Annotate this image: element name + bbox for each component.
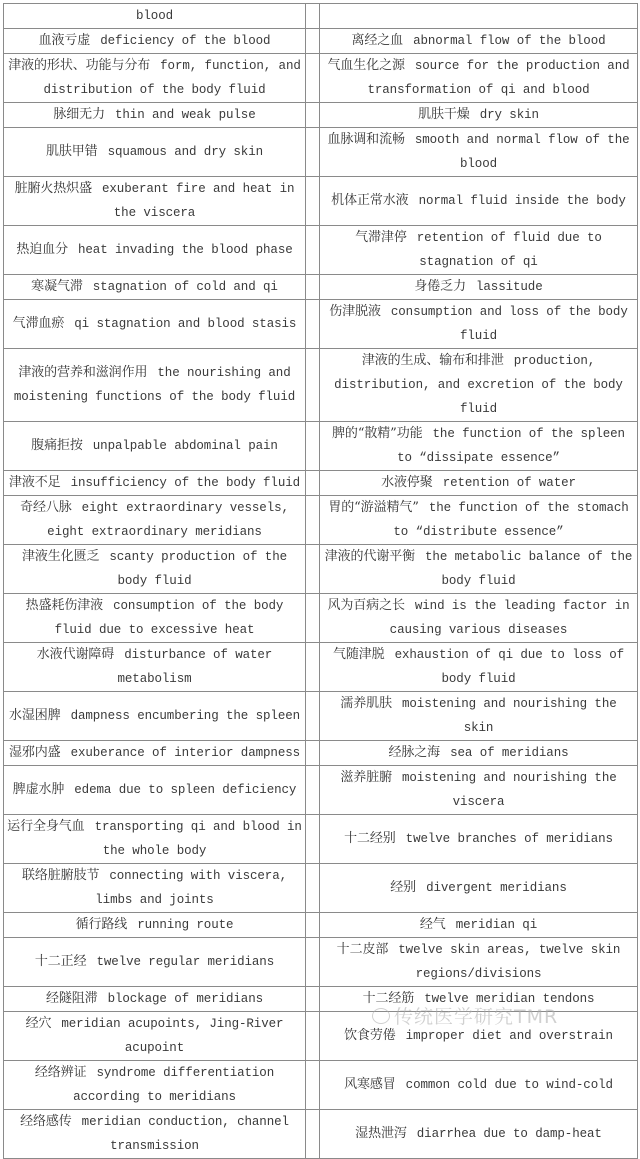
table-row xyxy=(4,226,638,275)
english-translation: wind is the leading factor in causing various diseases xyxy=(389,599,630,637)
term-cell-right xyxy=(320,422,638,471)
table-row xyxy=(4,643,638,692)
english-translation: thin and weak pulse xyxy=(114,108,256,122)
english-translation: edema due to spleen deficiency xyxy=(74,783,297,797)
term-cell-left xyxy=(4,594,306,643)
chinese-term: 十二正经 xyxy=(34,954,87,969)
table-row xyxy=(4,545,638,594)
term-cell-right xyxy=(320,1110,638,1159)
chinese-term: 风寒感冒 xyxy=(344,1077,396,1092)
chinese-term: 气随津脱 xyxy=(332,647,385,662)
column-separator xyxy=(306,643,320,692)
english-translation: the function of the stomach to “distribute essence” xyxy=(393,501,629,539)
english-translation: blockage of meridians xyxy=(107,992,264,1006)
term-cell-right xyxy=(320,741,638,766)
table-row xyxy=(4,349,638,422)
chinese-term: 循行路线 xyxy=(75,917,128,932)
table-row xyxy=(4,1110,638,1159)
term-cell-left xyxy=(4,1110,306,1159)
chinese-term: 津液不足 xyxy=(8,475,61,490)
english-translation: twelve regular meridians xyxy=(96,955,275,969)
chinese-term: 腹痛拒按 xyxy=(31,438,83,453)
table-row xyxy=(4,1061,638,1110)
column-separator xyxy=(306,300,320,349)
term-cell-left xyxy=(4,349,306,422)
column-separator xyxy=(306,422,320,471)
column-separator xyxy=(306,545,320,594)
english-translation: twelve branches of meridians xyxy=(405,832,613,846)
table-row xyxy=(4,29,638,54)
table-row xyxy=(4,1012,638,1061)
english-translation: exuberance of interior dampness xyxy=(70,746,301,760)
chinese-term: 津液的营养和滋润作用 xyxy=(18,365,148,380)
english-translation: the nourishing and moistening functions of the body fluid xyxy=(13,366,296,404)
english-translation: sea of meridians xyxy=(450,746,569,760)
table-row xyxy=(4,864,638,913)
term-cell-left xyxy=(4,29,306,54)
chinese-term: 胃的“游溢精气” xyxy=(328,500,419,515)
english-translation: moistening and nourishing the viscera xyxy=(401,771,617,809)
chinese-term: 十二经别 xyxy=(344,831,396,846)
term-cell-left xyxy=(4,741,306,766)
term-cell-right xyxy=(320,54,638,103)
table-row xyxy=(4,692,638,741)
chinese-term: 津液生化匮乏 xyxy=(21,549,100,564)
term-cell-left xyxy=(4,766,306,815)
english-translation: retention of fluid due to stagnation of qi xyxy=(416,231,602,269)
english-translation: divergent meridians xyxy=(426,881,567,895)
chinese-term: 濡养肌肤 xyxy=(340,696,392,711)
table-row xyxy=(4,422,638,471)
english-translation: connecting with viscera, limbs and joints xyxy=(95,869,288,907)
column-separator xyxy=(306,103,320,128)
term-cell-left xyxy=(4,643,306,692)
chinese-term: 气滞血瘀 xyxy=(12,316,65,331)
english-translation: exuberant fire and heat in the viscera xyxy=(101,182,295,220)
english-translation: improper diet and overstrain xyxy=(405,1029,613,1043)
column-separator xyxy=(306,692,320,741)
term-cell-left xyxy=(4,128,306,177)
term-cell-right xyxy=(320,29,638,54)
term-cell-right xyxy=(320,815,638,864)
term-cell-left xyxy=(4,1061,306,1110)
table-row xyxy=(4,913,638,938)
english-translation: blood xyxy=(135,9,173,23)
english-translation: common cold due to wind-cold xyxy=(405,1078,613,1092)
column-separator xyxy=(306,766,320,815)
table-row xyxy=(4,766,638,815)
english-translation: eight extraordinary vessels, eight extraordinary meridians xyxy=(47,501,289,539)
chinese-term: 经穴 xyxy=(25,1016,52,1031)
chinese-term: 滋养脏腑 xyxy=(340,770,392,785)
chinese-term: 身倦乏力 xyxy=(414,279,466,294)
term-cell-right xyxy=(320,1012,638,1061)
english-translation: moistening and nourishing the skin xyxy=(401,697,617,735)
english-translation: qi stagnation and blood stasis xyxy=(74,317,297,331)
column-separator xyxy=(306,496,320,545)
term-cell-right xyxy=(320,128,638,177)
chinese-term: 寒凝气滞 xyxy=(31,279,83,294)
term-cell-right xyxy=(320,643,638,692)
term-cell-right xyxy=(320,1061,638,1110)
term-cell-left xyxy=(4,4,306,29)
term-cell-left xyxy=(4,226,306,275)
column-separator xyxy=(306,349,320,422)
english-translation: squamous and dry skin xyxy=(107,145,264,159)
english-translation: dry skin xyxy=(479,108,539,122)
column-separator xyxy=(306,741,320,766)
chinese-term: 脉细无力 xyxy=(53,107,105,122)
table-row xyxy=(4,594,638,643)
term-cell-left xyxy=(4,913,306,938)
term-cell-left xyxy=(4,692,306,741)
table-row xyxy=(4,741,638,766)
column-separator xyxy=(306,128,320,177)
english-translation: deficiency of the blood xyxy=(100,34,271,48)
chinese-term: 湿邪内盛 xyxy=(8,745,61,760)
english-translation: scanty production of the body fluid xyxy=(109,550,288,588)
column-separator xyxy=(306,1061,320,1110)
table-row xyxy=(4,177,638,226)
term-cell-left xyxy=(4,938,306,987)
table-row xyxy=(4,300,638,349)
chinese-term: 伤津脱液 xyxy=(329,304,381,319)
term-cell-right xyxy=(320,987,638,1012)
chinese-term: 十二经筋 xyxy=(362,991,415,1006)
term-cell-left xyxy=(4,987,306,1012)
english-translation: the function of the spleen to “dissipate essence” xyxy=(397,427,625,465)
table-row xyxy=(4,815,638,864)
chinese-term: 经脉之海 xyxy=(388,745,441,760)
table-row xyxy=(4,275,638,300)
chinese-term: 运行全身气血 xyxy=(7,819,85,834)
english-translation: abnormal flow of the blood xyxy=(413,34,606,48)
english-translation: meridian conduction, channel transmission xyxy=(81,1115,289,1153)
column-separator xyxy=(306,864,320,913)
english-translation: unpalpable abdominal pain xyxy=(92,439,278,453)
term-cell-right xyxy=(320,864,638,913)
english-translation: stagnation of cold and qi xyxy=(92,280,278,294)
term-cell-left xyxy=(4,275,306,300)
term-cell-right xyxy=(320,545,638,594)
term-cell-right xyxy=(320,275,638,300)
english-translation: lassitude xyxy=(475,280,543,294)
english-translation: consumption and loss of the body fluid xyxy=(390,305,628,343)
chinese-term: 经别 xyxy=(390,880,417,895)
term-cell-left xyxy=(4,471,306,496)
english-translation: heat invading the blood phase xyxy=(77,243,293,257)
english-translation: meridian qi xyxy=(455,918,538,932)
chinese-term: 经隧阻滞 xyxy=(45,991,98,1006)
chinese-term: 脾的“散精”功能 xyxy=(332,426,423,441)
chinese-term: 血脉调和流畅 xyxy=(327,132,405,147)
term-cell-left xyxy=(4,177,306,226)
term-cell-right xyxy=(320,300,638,349)
chinese-term: 离经之血 xyxy=(351,33,404,48)
chinese-term: 经气 xyxy=(419,917,446,932)
chinese-term: 热迫血分 xyxy=(16,242,68,257)
english-translation: twelve meridian tendons xyxy=(424,992,595,1006)
term-cell-right xyxy=(320,226,638,275)
english-translation: meridian acupoints, Jing-River acupoint xyxy=(61,1017,284,1055)
chinese-term: 气血生化之源 xyxy=(327,58,405,73)
column-separator xyxy=(306,177,320,226)
column-separator xyxy=(306,471,320,496)
column-separator xyxy=(306,1012,320,1061)
chinese-term: 奇经八脉 xyxy=(20,500,72,515)
term-cell-right xyxy=(320,103,638,128)
table-row xyxy=(4,4,638,29)
english-translation: disturbance of water metabolism xyxy=(117,648,273,686)
term-cell-right xyxy=(320,349,638,422)
table-row xyxy=(4,128,638,177)
english-translation: normal fluid inside the body xyxy=(418,194,626,208)
chinese-term: 气滞津停 xyxy=(355,230,407,245)
column-separator xyxy=(306,226,320,275)
column-separator xyxy=(306,987,320,1012)
chinese-term: 脾虚水肿 xyxy=(12,782,65,797)
chinese-term: 热盛耗伤津液 xyxy=(25,598,104,613)
chinese-term: 脏腑火热炽盛 xyxy=(14,181,92,196)
english-translation: the metabolic balance of the body fluid xyxy=(425,550,633,588)
chinese-term: 肌肤甲错 xyxy=(45,144,98,159)
column-separator xyxy=(306,4,320,29)
english-translation: diarrhea due to damp-heat xyxy=(416,1127,602,1141)
column-separator xyxy=(306,938,320,987)
term-cell-right xyxy=(320,692,638,741)
term-cell-right xyxy=(320,594,638,643)
chinese-term: 联络脏腑肢节 xyxy=(21,868,100,883)
english-translation: form, function, and distribution of the body fluid xyxy=(43,59,301,97)
glossary-table xyxy=(3,3,638,1159)
term-cell-left xyxy=(4,1012,306,1061)
term-cell-left xyxy=(4,496,306,545)
term-cell-left xyxy=(4,815,306,864)
chinese-term: 肌肤干燥 xyxy=(418,107,470,122)
english-translation: transporting qi and blood in the whole body xyxy=(94,820,302,858)
term-cell-right xyxy=(320,913,638,938)
term-cell-left xyxy=(4,864,306,913)
glossary-body xyxy=(4,4,638,1159)
english-translation: source for the production and transformation of qi and blood xyxy=(367,59,630,97)
chinese-term: 经络感传 xyxy=(20,1114,72,1129)
table-row xyxy=(4,103,638,128)
column-separator xyxy=(306,913,320,938)
english-translation: dampness encumbering the spleen xyxy=(70,709,301,723)
term-cell-right xyxy=(320,496,638,545)
column-separator xyxy=(306,594,320,643)
column-separator xyxy=(306,275,320,300)
column-separator xyxy=(306,54,320,103)
chinese-term: 十二皮部 xyxy=(336,942,389,957)
chinese-term: 饮食劳倦 xyxy=(344,1028,396,1043)
table-row xyxy=(4,496,638,545)
chinese-term: 水湿困脾 xyxy=(8,708,61,723)
term-cell-right xyxy=(320,766,638,815)
english-translation: twelve skin areas, twelve skin regions/divisions xyxy=(398,943,621,981)
chinese-term: 血液亏虚 xyxy=(38,33,91,48)
column-separator xyxy=(306,29,320,54)
term-cell-right xyxy=(320,471,638,496)
chinese-term: 水液停聚 xyxy=(381,475,433,490)
column-separator xyxy=(306,815,320,864)
term-cell-left xyxy=(4,54,306,103)
chinese-term: 津液的生成、输布和排泄 xyxy=(361,353,504,368)
term-cell-left xyxy=(4,422,306,471)
chinese-term: 湿热泄泻 xyxy=(355,1126,407,1141)
chinese-term: 津液的代谢平衡 xyxy=(324,549,416,564)
term-cell-left xyxy=(4,103,306,128)
chinese-term: 机体正常水液 xyxy=(331,193,409,208)
english-translation: syndrome differentiation according to meridians xyxy=(73,1066,275,1104)
english-translation: retention of water xyxy=(442,476,576,490)
term-cell-left xyxy=(4,545,306,594)
table-row xyxy=(4,471,638,496)
column-separator xyxy=(306,1110,320,1159)
chinese-term: 津液的形状、功能与分布 xyxy=(8,58,151,73)
english-translation: running route xyxy=(137,918,234,932)
chinese-term: 水液代谢障碍 xyxy=(36,647,115,662)
table-row xyxy=(4,54,638,103)
english-translation: smooth and normal flow of the blood xyxy=(414,133,630,171)
term-cell-left xyxy=(4,300,306,349)
english-translation: exhaustion of qi due to loss of body fluid xyxy=(394,648,625,686)
term-cell-right xyxy=(320,177,638,226)
table-row xyxy=(4,987,638,1012)
table-row xyxy=(4,938,638,987)
term-cell-right xyxy=(320,938,638,987)
chinese-term: 经络辨证 xyxy=(34,1065,87,1080)
chinese-term: 风为百病之长 xyxy=(327,598,405,613)
english-translation: insufficiency of the body fluid xyxy=(70,476,301,490)
term-cell-right xyxy=(320,4,638,29)
watermark-text: 传统医学研究TMR xyxy=(394,1006,559,1028)
english-translation: consumption of the body fluid due to excessive heat xyxy=(54,599,284,637)
english-translation: production, distribution, and excretion of the body fluid xyxy=(334,354,623,416)
